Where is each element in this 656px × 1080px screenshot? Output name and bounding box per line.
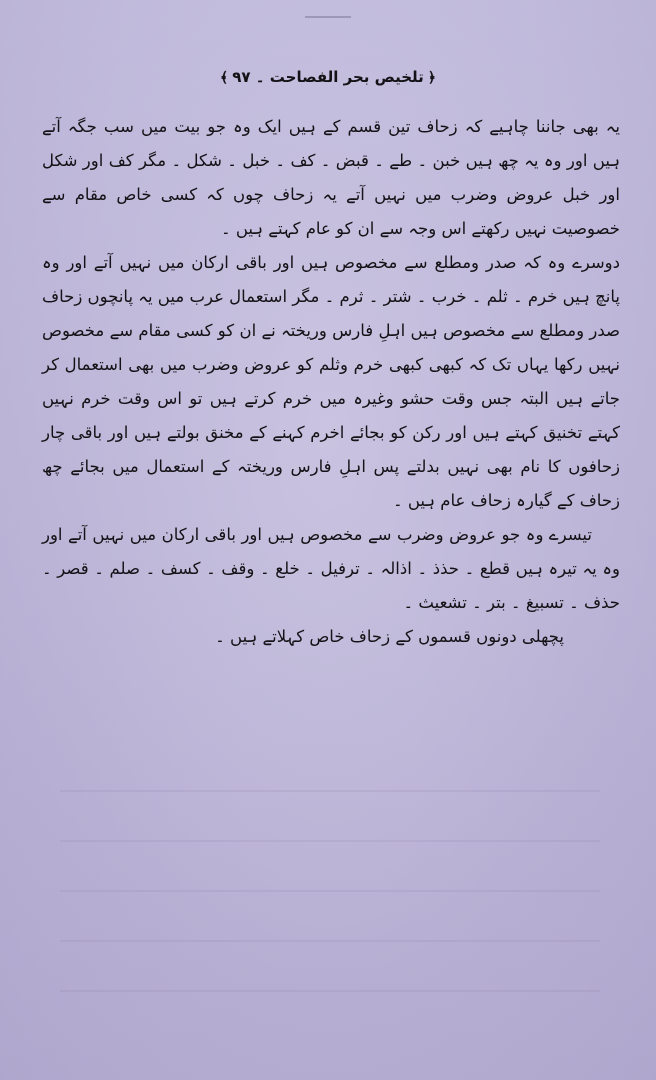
scan-edge-mark (305, 16, 351, 18)
page-body (42, 110, 620, 654)
bleed-through-line (60, 790, 600, 792)
paragraph-3: تیسرے وہ جو عروض وضرب سے مخصوص ہیں اور باقی ارکان میں نہیں آتے اور وہ یہ تیرہ ہیں قطع ۔ حذذ ۔ اذالہ ۔ ترفیل ۔ خلع ۔ وقف ۔ کسف ۔ صلم ۔ قصر ۔ حذف ۔ تسبیغ ۔ بتر ۔ تشعیث ۔ (42, 525, 620, 612)
bleed-through-line (60, 990, 600, 992)
page-header (0, 66, 656, 89)
paragraph-1: یہ بھی جاننا چاہیے کہ زحاف تین قسم کے ہیں ایک وہ جو بیت میں سب جگہ آتے ہیں اور وہ یہ چھ ہیں خبن ۔ طے ۔ قبض ۔ کف ۔ خبل ۔ شکل ۔ مگر کف اور شکل اور خبل عروض وضرب میں نہیں آتے یہ زحاف چوں کہ کسی خاص مقام سے خصوصیت نہیں رکھتے اس وجہ سے ان کو عام کہتے ہیں ۔ (42, 117, 620, 238)
bleed-through-line (60, 940, 600, 942)
paragraph-2: دوسرے وہ کہ صدر ومطلع سے مخصوص ہیں اور باقی ارکان میں نہیں آتے اور وہ پانچ ہیں خرم ۔ ثلم ۔ خرب ۔ شتر ۔ ثرم ۔ مگر استعمال عرب میں یہ پانچوں زحاف صدر ومطلع سے مخصوص ہیں اہلِ فارس وریختہ نے ان کو کسی مقام سے مخصوص نہیں رکھا یہاں تک کہ کبھی کبھی خرم وثلم کو عروض وضرب میں بھی استعمال کر جاتے ہیں البتہ جس وقت حشو وغیرہ میں خرم کرتے ہیں تو اس وقت خرم نہیں کہتے تخنیق کہتے ہیں اور رکن کو بجائے اخرم کہنے کے مخنق بولتے ہیں اور باقی چار زحافوں کا نام بھی نہیں بدلتے پس اہلِ فارس وریختہ کے استعمال میں بجائے چھ زحاف کے گیارہ زحاف عام ہیں ۔ (42, 253, 620, 510)
header-title: تلخیص بحر الفصاحت ۔ ۹۷ (232, 68, 424, 86)
bleed-through-line (60, 890, 600, 892)
bleed-through-line (60, 840, 600, 842)
header-ornament-right: ﴿ (427, 70, 436, 86)
paragraph-4: پچھلی دونوں قسموں کے زحاف خاص کہلاتے ہیں ۔ (215, 627, 564, 646)
header-ornament-left: ﴾ (220, 70, 229, 86)
